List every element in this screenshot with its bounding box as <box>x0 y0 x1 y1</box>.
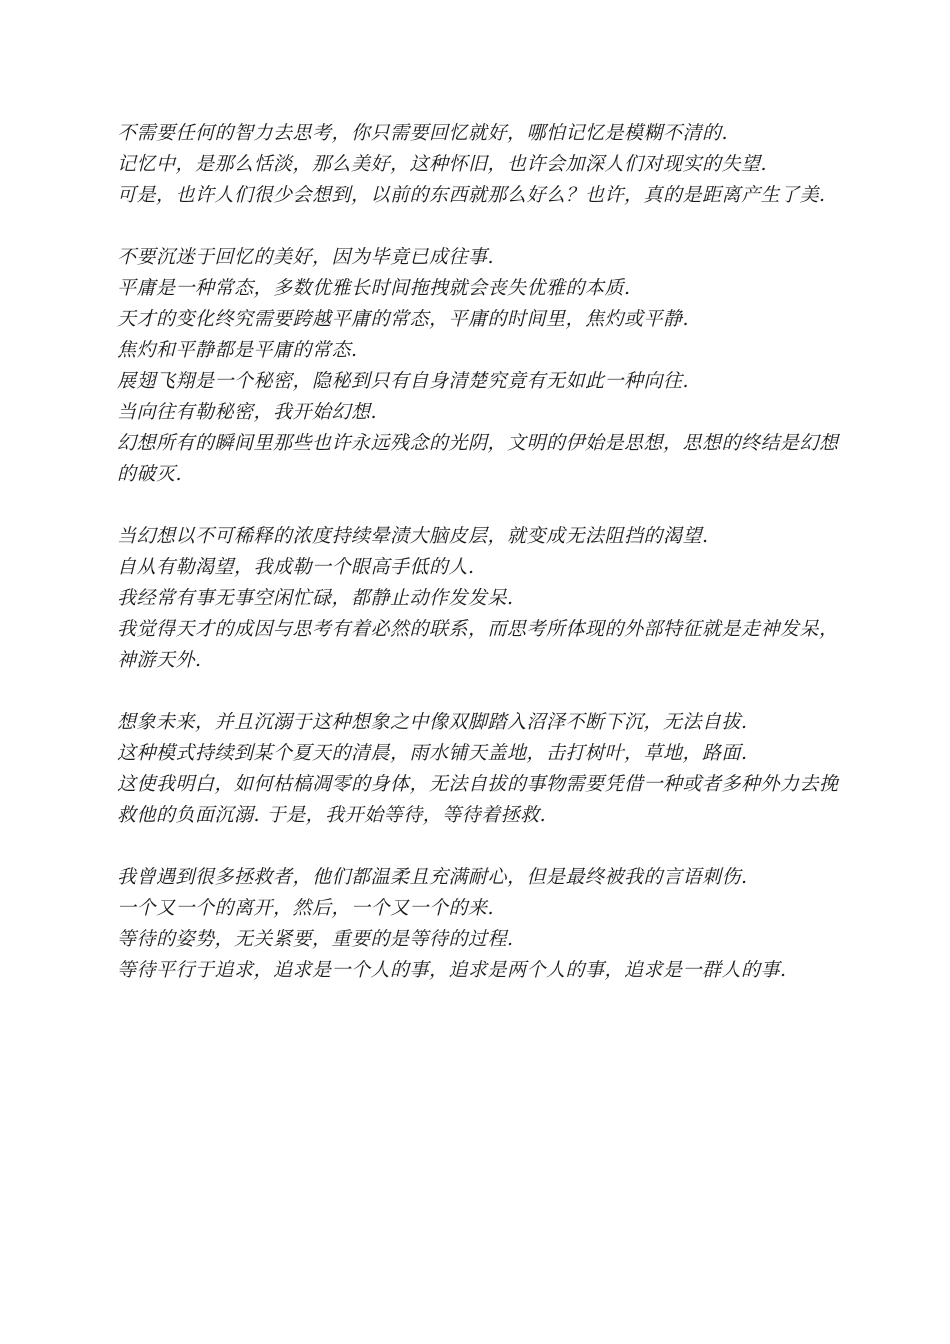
text-line: 焦灼和平静都是平庸的常态. <box>117 339 358 361</box>
document-body <box>117 118 841 1017</box>
text-line: 记忆中，是那么恬淡，那么美好，这种怀旧，也许会加深人们对现实的失望. <box>117 153 768 175</box>
text-line: 可是，也许人们很少会想到，以前的东西就那么好么？也许，真的是距离产生了美. <box>117 184 826 206</box>
text-line: 当向往有勒秘密，我开始幻想. <box>117 401 378 423</box>
text-line: 我经常有事无事空闲忙碌，都静止动作发发呆. <box>117 587 514 609</box>
paragraph-4 <box>117 707 841 831</box>
text-line: 天才的变化终究需要跨越平庸的常态，平庸的时间里，焦灼或平静. <box>117 308 690 330</box>
text-line: 这种模式持续到某个夏天的清晨，雨水铺天盖地，击打树叶，草地，路面. <box>117 742 748 764</box>
paragraph-1 <box>117 118 841 211</box>
text-line: 不要沉迷于回忆的美好，因为毕竟已成往事. <box>117 246 495 268</box>
text-line: 不需要任何的智力去思考，你只需要回忆就好，哪怕记忆是模糊不清的. <box>117 122 729 144</box>
text-line: 展翅飞翔是一个秘密，隐秘到只有自身清楚究竟有无如此一种向往. <box>117 370 690 392</box>
paragraph-5 <box>117 862 841 986</box>
text-line: 等待平行于追求，追求是一个人的事，追求是两个人的事，追求是一群人的事. <box>117 959 787 981</box>
paragraph-3 <box>117 521 841 676</box>
text-line: 幻想所有的瞬间里那些也许永远残念的光阴，文明的伊始是思想，思想的终结是幻想的破灭. <box>117 432 839 485</box>
text-line: 自从有勒渴望，我成勒一个眼高手低的人. <box>117 556 475 578</box>
text-line: 当幻想以不可稀释的浓度持续晕渍大脑皮层，就变成无法阻挡的渴望. <box>117 525 709 547</box>
text-line: 等待的姿势，无关紧要，重要的是等待的过程. <box>117 928 514 950</box>
text-line: 这使我明白，如何枯槁凋零的身体，无法自拔的事物需要凭借一种或者多种外力去挽救他的负面沉溺. 于是，我开始等待，等待着拯救. <box>117 773 839 826</box>
paragraph-2 <box>117 242 841 490</box>
text-line: 想象未来，并且沉溺于这种想象之中像双脚踏入沼泽不断下沉，无法自拔. <box>117 711 748 733</box>
text-line: 平庸是一种常态，多数优雅长时间拖拽就会丧失优雅的本质. <box>117 277 631 299</box>
text-line: 我曾遇到很多拯救者，他们都温柔且充满耐心，但是最终被我的言语刺伤. <box>117 866 748 888</box>
text-line: 我觉得天才的成因与思考有着必然的联系，而思考所体现的外部特征就是走神发呆，神游天外. <box>117 618 839 671</box>
text-line: 一个又一个的离开，然后，一个又一个的来. <box>117 897 495 919</box>
